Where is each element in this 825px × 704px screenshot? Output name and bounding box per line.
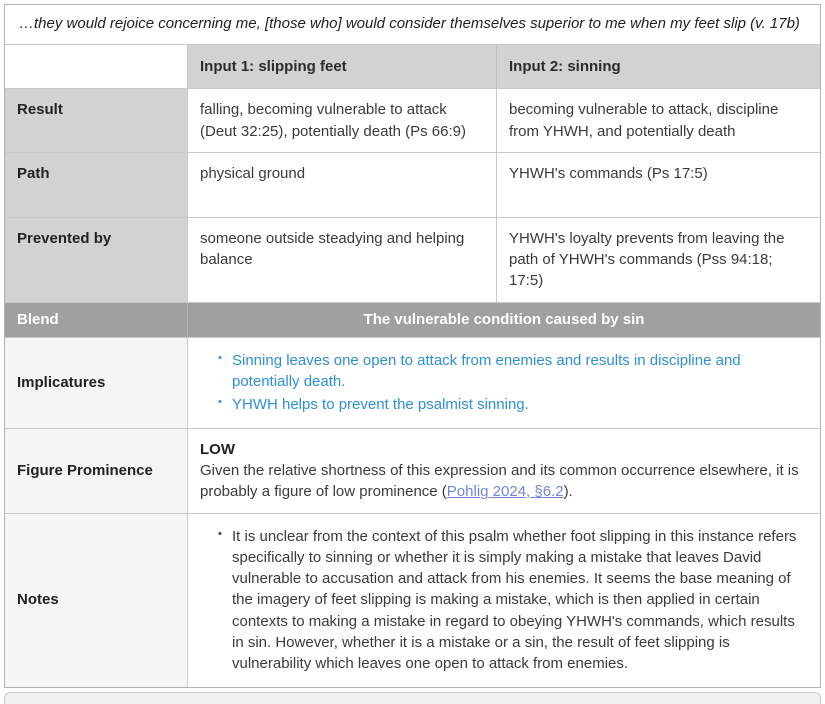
row-label-blend: Blend xyxy=(5,303,188,337)
notes-list xyxy=(216,526,808,675)
header-empty-cell xyxy=(5,45,188,88)
table-row-implicatures xyxy=(5,337,820,428)
table-row-path xyxy=(5,152,820,217)
implicatures-list xyxy=(216,350,808,416)
notes-content xyxy=(188,514,820,687)
path-input2-value: YHWH's commands (Ps 17:5) xyxy=(509,164,708,182)
table-row-blend xyxy=(5,302,820,337)
pohlig-reference-link[interactable]: Pohlig 2024, §6.2 xyxy=(446,483,564,501)
row-label-prevented-by: Prevented by xyxy=(5,218,188,302)
table-row-result xyxy=(5,88,820,152)
row-label-notes: Notes xyxy=(5,514,188,687)
result-input2-value: becoming vulnerable to attack, discipline from YHWH, and potentially death xyxy=(509,101,779,140)
implicature-item: • YHWH helps to prevent the psalmist sinning. xyxy=(216,394,808,415)
prominence-text-before: Given the relative shortness of this expression and its common occurrence elsewhere, it is probably a figure of low prominence ( xyxy=(200,461,799,501)
prominence-explanation xyxy=(200,460,808,503)
implicatures-content xyxy=(188,338,820,428)
path-input1-value: physical ground xyxy=(188,153,497,217)
result-input1-value: falling, becoming vulnerable to attack (Deut 32:25), potentially death (Ps 66:9) xyxy=(188,89,497,152)
table-row-figure-prominence xyxy=(5,428,820,513)
implicature-item: • Sinning leaves one open to attack from enemies and results in discipline and potentially death. xyxy=(216,350,808,393)
table-row-notes xyxy=(5,513,820,687)
row-label-implicatures: Implicatures xyxy=(5,338,188,428)
next-section-top-edge xyxy=(4,692,821,704)
prominence-level: LOW xyxy=(200,440,235,458)
prevented-by-input2-value: YHWH's loyalty prevents from leaving the path of YHWH's commands (Pss 94:18; 17:5) xyxy=(509,229,785,290)
table-row-prevented-by xyxy=(5,217,820,302)
column-header-input1: Input 1: slipping feet xyxy=(188,45,497,88)
notes-item: • It is unclear from the context of this psalm whether foot slipping in this instance refers specifically to sinning or whether it is simply making a mistake that leaves David vulnerable to accusation and attack from his enemies. It seems the base meaning of the imagery of feet slipping is making a mistake, which is then applied in certain contexts to making a mistake in regard to obeying YHWH's commands, which results in sin. However, whether it is a mistake or a sin, the result of feet slipping is vulnerability which leaves one open to attack from enemies. xyxy=(216,526,808,675)
prevented-by-input1-value: someone outside steadying and helping balance xyxy=(188,218,497,302)
figure-prominence-content xyxy=(188,429,820,513)
blend-analysis-table xyxy=(4,4,821,688)
row-label-figure-prominence: Figure Prominence xyxy=(5,429,188,513)
table-header-row xyxy=(5,44,820,88)
row-label-path: Path xyxy=(5,153,188,217)
verse-quote: …they would rejoice concerning me, [those who] would consider themselves superior to me when my feet slip (v. 17b) xyxy=(19,15,800,32)
column-header-input2: Input 2: sinning xyxy=(497,45,820,88)
prominence-text-after: ). xyxy=(563,483,573,501)
blend-value: The vulnerable condition caused by sin xyxy=(363,311,645,329)
row-label-result: Result xyxy=(5,89,188,152)
